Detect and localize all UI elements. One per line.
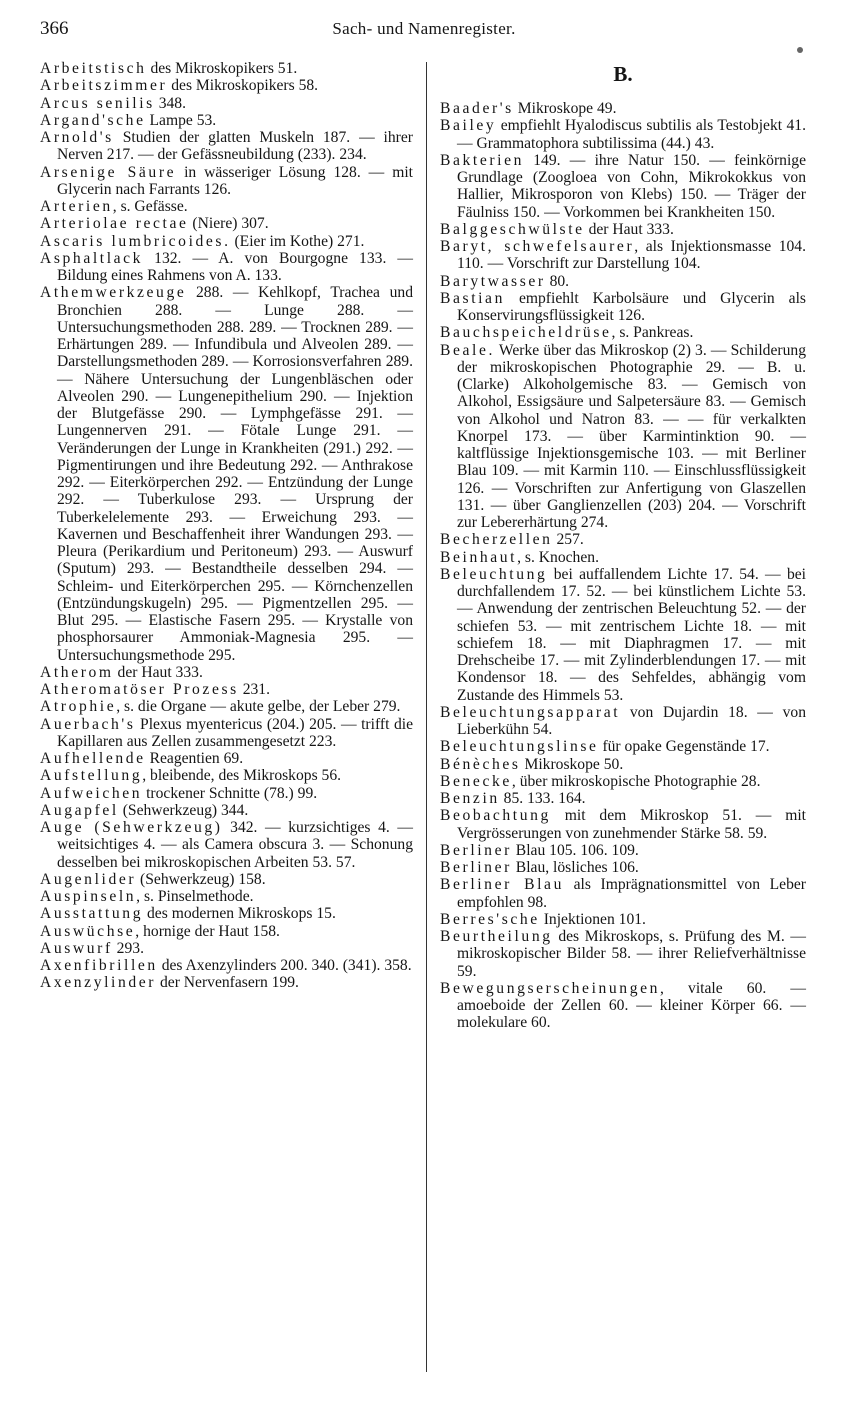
index-entry [40,233,413,250]
index-references: , bleibende, des Mikroskops 56. [142,767,342,785]
index-references: , s. die Organe — akute gelbe, der Leber 279. [116,698,401,716]
index-headword: Beinhaut [440,548,518,566]
index-references: (Niere) 307. [188,215,269,233]
index-entry [40,750,413,767]
index-entry [40,802,413,819]
index-references: der Haut 333. [584,220,674,238]
index-entry [440,756,806,773]
index-references: , hornige der Haut 158. [135,922,280,940]
index-headword: Auge (Sehwerkzeug) [40,819,223,836]
index-headword: Arteriolae rectae [40,215,189,233]
index-entry [40,95,413,112]
index-entry [440,221,806,238]
index-references: (Sehwerkzeug) 344. [118,801,249,819]
index-references: (Sehwerkzeug) 158. [136,870,266,888]
index-entry [440,152,806,221]
index-entry [440,238,806,273]
index-headword: Arcus senilis [40,94,155,112]
index-headword: Atheromatöser Prozess [40,681,239,698]
index-headword: Augapfel [40,801,119,819]
index-headword: Auerbach's [40,715,136,733]
index-entry [40,112,413,129]
index-headword: Ascaris lumbricoides. [40,232,231,250]
index-references: des Mikroskopikers 51. [146,60,298,77]
index-entry [440,100,806,117]
index-headword: Berres'sche [440,910,540,928]
index-references: trockener Schnitte (78.) 99. [142,784,318,802]
index-headword: Ausstattung [40,905,144,923]
index-references: Injektionen 101. [539,910,646,928]
index-references: 231. [238,681,270,698]
column-divider [426,62,427,1372]
index-entry [440,842,806,859]
index-headword: Becherzellen [440,531,553,549]
index-references: 342. — kurzsichtiges 4. — weitsichtiges 4. — als Camera obscura 3. — Schonung desselben bei mikroskopischen Arbeiten 53. 57. [57,819,413,871]
index-references: 293. [112,939,144,957]
index-headword: Axenzylinder [40,974,157,992]
index-entry [440,273,806,290]
index-headword: Bailey [440,117,497,135]
index-headword: Arnold's [40,129,114,146]
index-references: Reagentien 69. [145,750,244,767]
index-references: 132. — A. von Bourgogne 133. — Bildung eines Rahmens von A. 133. [57,249,413,284]
index-references: Mikroskope 49. [513,100,617,117]
index-references: Plexus myentericus (204.) 205. — trifft die Kapillaren aus Zellen zusammengesetzt 223. [57,715,413,750]
index-headword: Axenfibrillen [40,957,158,974]
index-references: für opake Gegenstände 17. [598,738,770,756]
index-references: Mikroskope 50. [520,755,624,773]
page-number: 366 [40,18,69,39]
index-entry [440,911,806,928]
index-headword: Bastian [440,289,505,307]
index-references: 348. [154,94,186,112]
index-references: empfiehlt Karbolsäure und Glycerin als Konservirungsflüssigkeit 126. [457,289,806,324]
index-references: Studien der glatten Muskeln 187. — ihrer Nerven 217. — der Gefässneubildung (233). 234. [57,129,413,164]
index-references: , über mikroskopische Photographie 28. [511,772,761,790]
index-headword: Asphaltlack [40,249,144,267]
index-headword: Arterien [40,198,113,215]
index-headword: Baryt, schwefelsaurer [440,238,635,255]
print-speck [797,47,803,53]
index-entry [40,164,413,199]
index-entry [440,566,806,704]
index-entry [40,681,413,698]
index-entry [440,807,806,842]
index-headword: Balggeschwülste [440,220,585,238]
index-entry [40,888,413,905]
index-references: in wässeriger Lösung 128. — mit Glycerin nach Farrants 126. [57,163,413,198]
index-references: 149. — ihre Natur 150. — feinkörnige Grundlage (Zoogloea von Cohn, Mikrokokkus von Hallier, Mikrosporon von Klebs) 150. — Träger der Fäulniss 150. — Vorkommen bei Krankheiten 150. [457,151,806,221]
index-entry [40,129,413,164]
index-references: 80. [545,272,570,290]
index-entry [40,60,413,77]
index-references: , vitale 60. — amoeboide der Zellen 60. — kleiner Körper 66. — molekulare 60. [457,979,806,1032]
index-references: empfiehlt Hyalodiscus subtilis als Testobjekt 41. — Grammatophora subtilissima (44.) 43. [457,117,806,152]
index-headword: Beleuchtungslinse [440,738,599,756]
index-entry [440,704,806,739]
index-headword: Arsenige Säure [40,163,177,181]
index-headword: Argand'sche [40,111,146,129]
index-headword: Auswurf [40,939,113,957]
index-entry [40,871,413,888]
index-headword: Baader's [440,100,514,117]
index-entry [440,549,806,566]
index-references: des Axenzylinders 200. 340. (341). 358. [157,957,412,974]
index-headword: Benzin [440,790,500,807]
index-headword: Athemwerkzeuge [40,284,187,302]
index-entry [440,980,806,1032]
index-references: der Haut 333. [113,663,203,681]
index-references: von Dujardin 18. — von Lieberkühn 54. [457,703,806,738]
index-references: Werke über das Mikroskop (2) 3. — Schilderung der mikroskopischen Photographie 29. — B. u. (Clarke) Alkoholgemische 83. — Gemisch von Alkohol, Essigsäure und Salpetersäure 83. — Gemisch von Alkohol und Natron 83. — — für verkalkten Knorpel 173. — über Karmintinktion 90. — kaltflüssige Injektionsgemische 103. — mit Berliner Blau 109. — mit Karmin 110. — Einschlussflüssigkeit 126. — Vorschriften zur Anfertigung von Glaszellen 131. — über Ganglienzellen (203) 204. — Vorschrift zur Lebererhärtung 274. [457,341,806,531]
index-entry [40,785,413,802]
index-headword: Bakterien [440,151,525,169]
index-headword: Aufweichen [40,784,143,802]
index-headword: Beleuchtungsapparat [440,703,621,721]
index-entry [40,716,413,751]
index-entry [440,342,806,532]
index-headword: Bewegungserscheinungen [440,979,661,997]
index-headword: Arbeitszimmer [40,77,168,95]
index-headword: Aufstellung [40,767,143,785]
page-header [40,18,808,42]
index-headword: Bauchspeicheldrüse [440,324,612,342]
index-headword: Benecke [440,772,512,790]
index-headword: Atherom [40,663,114,681]
index-entry [440,876,806,911]
index-references: bei auffallendem Lichte 17. 54. — bei durchfallendem 17. 52. — bei künstlichem Lichte 53. — Anwendung der zentrischen Beleuchtung 52. — der schiefen 53. — mit zentrischem Lichte 18. — mit schiefem 18. — mit Diaphragmen 17. — mit Drehscheibe 17. — mit Zylinderblendungen 17. — mit Kondensor 18. — des Sehfeldes, abhängig vom Zustande des Himmels 53. [457,565,806,704]
index-entry [440,738,806,755]
index-entry [40,923,413,940]
index-headword: Berliner [440,859,512,876]
index-entry [440,928,806,980]
index-entry [40,940,413,957]
index-headword: Augenlider [40,870,137,888]
index-entry [40,215,413,232]
index-entry [40,77,413,94]
index-references: , als Injektionsmasse 104. 110. — Vorschrift zur Darstellung 104. [457,238,806,273]
index-references: (Eier im Kothe) 271. [230,232,365,250]
index-references: mit dem Mikroskop 51. — mit Vergrösserungen von zunehmender Stärke 58. 59. [457,807,806,842]
index-headword: Auswüchse [40,922,136,940]
index-references: , s. Knochen. [517,548,599,566]
index-references: 85. 133. 164. [499,790,586,807]
index-entry [440,290,806,325]
index-references: , s. Pinselmethode. [136,888,254,905]
index-references: , s. Pankreas. [611,324,694,342]
index-headword: Beurtheilung [440,928,553,945]
index-headword: Berliner [440,841,512,859]
index-entry [40,664,413,681]
index-headword: Beale. [440,341,495,359]
index-headword: Auspinseln [40,888,137,905]
index-entry [40,250,413,285]
index-entry [440,790,806,807]
index-references: des modernen Mikroskops 15. [143,905,336,923]
index-column-left [40,60,413,992]
index-entry [40,974,413,991]
index-entry [40,819,413,871]
index-entry [40,284,413,664]
section-letter: B. [613,62,633,86]
index-entry [40,905,413,922]
index-entry [440,531,806,548]
index-entry [40,698,413,715]
index-references: Blau 105. 106. 109. [511,841,639,859]
index-entry [40,198,413,215]
index-headword: Beobachtung [440,807,551,825]
index-headword: Atrophie [40,698,117,716]
index-entry [440,859,806,876]
index-references: der Nervenfasern 199. [156,974,299,992]
running-title: Sach- und Namenregister. [332,19,516,38]
index-entry [440,324,806,341]
index-entry [40,957,413,974]
index-references: als Imprägnationsmittel von Leber empfohlen 98. [457,876,806,911]
index-entry [40,767,413,784]
index-references: Blau, lösliches 106. [511,859,639,876]
index-references: des Mikroskopikers 58. [167,77,319,95]
index-references: Lampe 53. [145,111,217,129]
index-entry [440,773,806,790]
index-references: 288. — Kehlkopf, Trachea und Bronchien 288. — Lunge 288. — Untersuchungsmethoden 288. 289. — Trocknen 289. — Erhärtungen 289. — Infundibula und Alveolen 289. — Darstellungsmethoden 289. — Korrosionsverfahren 289. — Nähere Untersuchung der Lungenbläschen oder Alveolen 290. — Lungenepithelium 290. — Injektion der Blutgefässe 290. — Lymphgefässe 291. — Lungennerven 291. — Fötale Lunge 291. — Veränderungen der Lunge in Krankheiten (291.) 292. — Pigmentirungen und ihre Bedeutung 292. — Anthrakose 292. — Eiterkörperchen 292. — Entzündung der Lunge 292. — Tuberkulose 293. — Ursprung der Tuberkelelemente 293. — Erweichung 293. — Kavernen und Beschaffenheit ihrer Wandungen 293. — Pleura (Perikardium und Peritoneum) 293. — Auswurf (Sputum) 293. — Bestandtheile desselben 294. — Schleim- und Eiterkörperchen 295. — Körnchenzellen (Entzündungskugeln) 295. — Pigmentzellen 295. — Blut 295. — Elastische Fasern 295. — Krystalle von phosphorsaurer Ammoniak-Magnesia 295. — Untersuchungsmethode 295. [57,284,413,664]
index-headword: Berliner Blau [440,876,564,894]
index-references: , s. Gefässe. [112,198,188,215]
index-column-right [440,62,806,1032]
index-references: des Mikroskops, s. Prüfung des M. — mikroskopischer Bilder 58. — ihrer Reliefverhältnisse 59. [457,928,806,980]
index-headword: Bénèches [440,755,521,773]
index-references: 257. [552,531,584,549]
index-headword: Arbeitstisch [40,60,147,77]
index-headword: Barytwasser [440,272,546,290]
index-headword: Aufhellende [40,750,146,767]
index-entry [440,117,806,152]
index-headword: Beleuchtung [440,565,548,583]
